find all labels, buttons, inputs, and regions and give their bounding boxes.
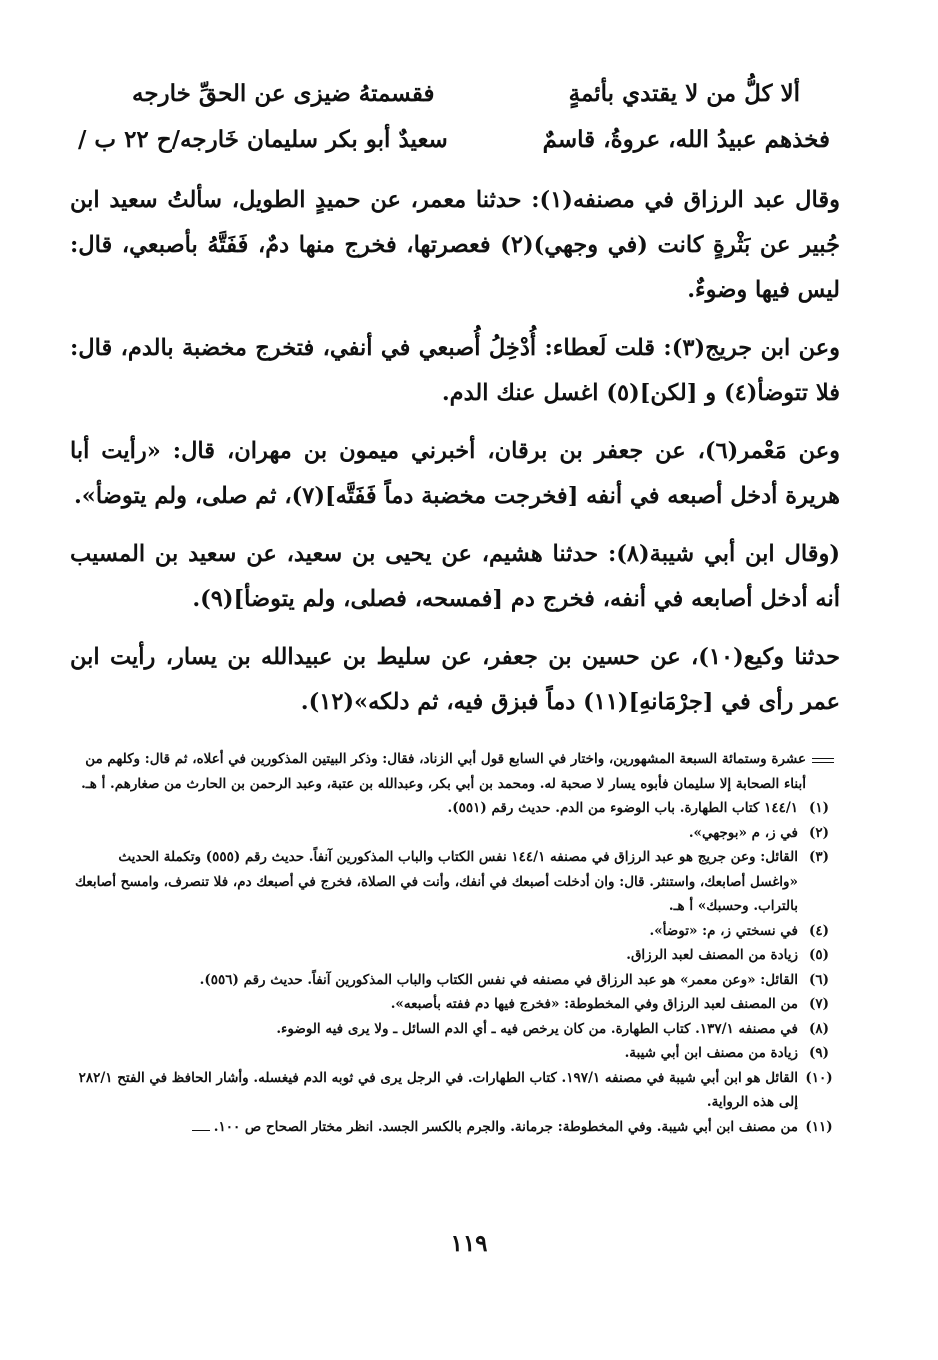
footnote-number: (١٠) (805, 1069, 833, 1086)
footnote-item (70, 968, 840, 993)
continued-mark (192, 1130, 210, 1131)
verse-1-second-hemistich: فقسمتهُ ضيزى عن الحقِّ خارجه (132, 80, 435, 107)
verse-1-first-hemistich: ألا كلُّ من لا يقتدي بأئمةٍ (568, 80, 800, 107)
footnotes (70, 747, 840, 1139)
verse-2-first-hemistich: فخذهم عبيدُ الله، عروةُ، قاسمٌ (542, 126, 830, 153)
paragraph-ibn-abi-shaybah: (وقال ابن أبي شيبة(٨): حدثنا هشيم، عن يحيى بن سعيد، عن سعيد بن المسيب أنه أدخل أصابعه في أنفه، فخرج دم [فمسحه، فصلى، ولم يتوضأ](٩). (70, 541, 840, 612)
page-content (70, 70, 840, 1139)
footnote-number: (٣) (808, 849, 830, 865)
paragraph-ibn-jurayj: وعن ابن جريج(٣): قلت لَعطاء: أُدْخِلُ أُصبعي في أنفي، فتخرج مخضبة بالدم، قال: فلا تتوضأ(٤) و [لكن](٥) اغسل عنك الدم. (70, 335, 840, 406)
footnote-item (70, 1017, 840, 1042)
footnote-text: القائل: «وعن معمر» هو عبد الرزاق في مصنفه في نفس الكتاب والباب المذكورين آنفاً. حديث رقم (٥٥٦). (199, 971, 798, 988)
footnote-number: (٩) (808, 1045, 830, 1061)
footnote-text: في نسختي ز، م: «توضأ». (649, 922, 798, 939)
footnote-text: ١٤٤/١ كتاب الطهارة. باب الوضوء من الدم. حديث رقم (٥٥١). (447, 800, 798, 816)
footnote-text: من مصنف ابن أبي شيبة. وفي المخطوطة: جرمانة. والجرم بالكسر الجسد. انظر مختار الصحاح ص ١٠٠. (213, 1118, 798, 1135)
poem-verses (70, 70, 840, 162)
footnote-text: في ز، م «بوجهي». (688, 824, 798, 841)
footnote-number: (٢) (808, 824, 830, 841)
footnote-item (70, 796, 840, 821)
footnote-item (70, 1066, 840, 1115)
footnote-item (70, 943, 840, 968)
footnote-number: (١١) (805, 1118, 833, 1135)
footnote-item (70, 919, 840, 944)
footnote-continuation (70, 747, 840, 796)
footnote-text: زيادة من المصنف لعبد الرزاق. (626, 947, 798, 963)
footnote-item (70, 992, 840, 1017)
footnote-item (70, 821, 840, 846)
footnote-text: القائل: وعن جريج هو عبد الرزاق في مصنفه ١٤٤/١ نفس الكتاب والباب المذكورين آنفاً. حديث رقم (٥٥٥) وتكملة الحديث «واغسل أصابعك، واستنثر. قال: وان أدخلت أصبعك في أنفك، وأنت في الصلاة، فخرج في أصبعك دم، فلا تنصرف، وامسح أصابعك بالتراب. وحسبك» أ هـ. (74, 849, 798, 914)
footnote-text: في مصنفه ١٣٧/١. كتاب الطهارة. من كان يرخص فيه ـ أي الدم السائل ـ ولا يرى فيه الوضوء. (276, 1020, 798, 1037)
footnote-text: من المصنف لعبد الرزاق وفي المخطوطة: «فخرج فيها دم ففته بأصبعه». (390, 996, 798, 1012)
footnote-number: (١) (808, 800, 830, 816)
page-number: ١١٩ (450, 1230, 488, 1257)
footnote-item (70, 845, 840, 919)
paragraph-abdulrazzaq: وقال عبد الرزاق في مصنفه(١): حدثنا معمر، عن حميدٍ الطويل، سألتُ سعيد ابن جُبير عن بَثْرةٍ كانت (في وجهي)(٢) فعصرتها، فخرج منها دمٌ، فَفَتَّهُ بأصبعي، قال: ليس فيها وضوءٌ. (70, 187, 840, 303)
footnote-number: (٨) (808, 1020, 830, 1037)
footnote-number: (٤) (808, 922, 830, 939)
footnote-text: زيادة من مصنف ابن أبي شيبة. (624, 1045, 798, 1061)
continuation-mark (806, 747, 840, 796)
paragraph-waki: حدثنا وكيع(١٠)، عن حسين بن جعفر، عن سليط بن عبيدالله بن يسار، رأيت ابن عمر رأى في [جرْمَانهِ](١١) دماً فبزق فيه، ثم دلكه»(١٢). (70, 644, 840, 715)
footnote-item (70, 1041, 840, 1066)
footnote-number: (٥) (808, 947, 830, 963)
footnote-number: (٦) (808, 971, 830, 988)
footnote-text: القائل هو ابن أبي شيبة في مصنفه ١٩٧/١. كتاب الطهارات. في الرجل يرى في ثوبه الدم فيغسله. وأشار الحافظ في الفتح ٢٨٢/١ إلى هذه الرواية. (78, 1069, 798, 1110)
paragraph-mamar: وعن مَعْمر(٦)، عن جعفر بن برقان، أخبرني ميمون بن مهران، قال: «رأيت أبا هريرة أدخل أصبعه في أنفه [فخرجت مخضبة دماً فَفَتَّه](٧)، ثم صلى، ولم يتوضأ». (70, 438, 840, 509)
main-text (70, 178, 840, 725)
footnote-number: (٧) (808, 996, 830, 1012)
footnote-item (70, 1115, 840, 1140)
continuation-text: عشرة وستمائة السبعة المشهورين، واختار في السابع قول أبي الزناد، فقال: وذكر البيتين المذكورين في أعلاه، ثم قال: وكلهم من أبناء الصحابة إلا سليمان فأبوه يسار لا صحبة له. ومحمد بن أبي بكر، وعبدالله بن عتبة، وعبد الرحمن بن الحارث من صغارهم. أ هـ. (81, 751, 806, 792)
verse-2-second-hemistich: سعيدٌ أبو بكر سليمان خَارجه/ح ٢٢ ب / (78, 126, 448, 153)
